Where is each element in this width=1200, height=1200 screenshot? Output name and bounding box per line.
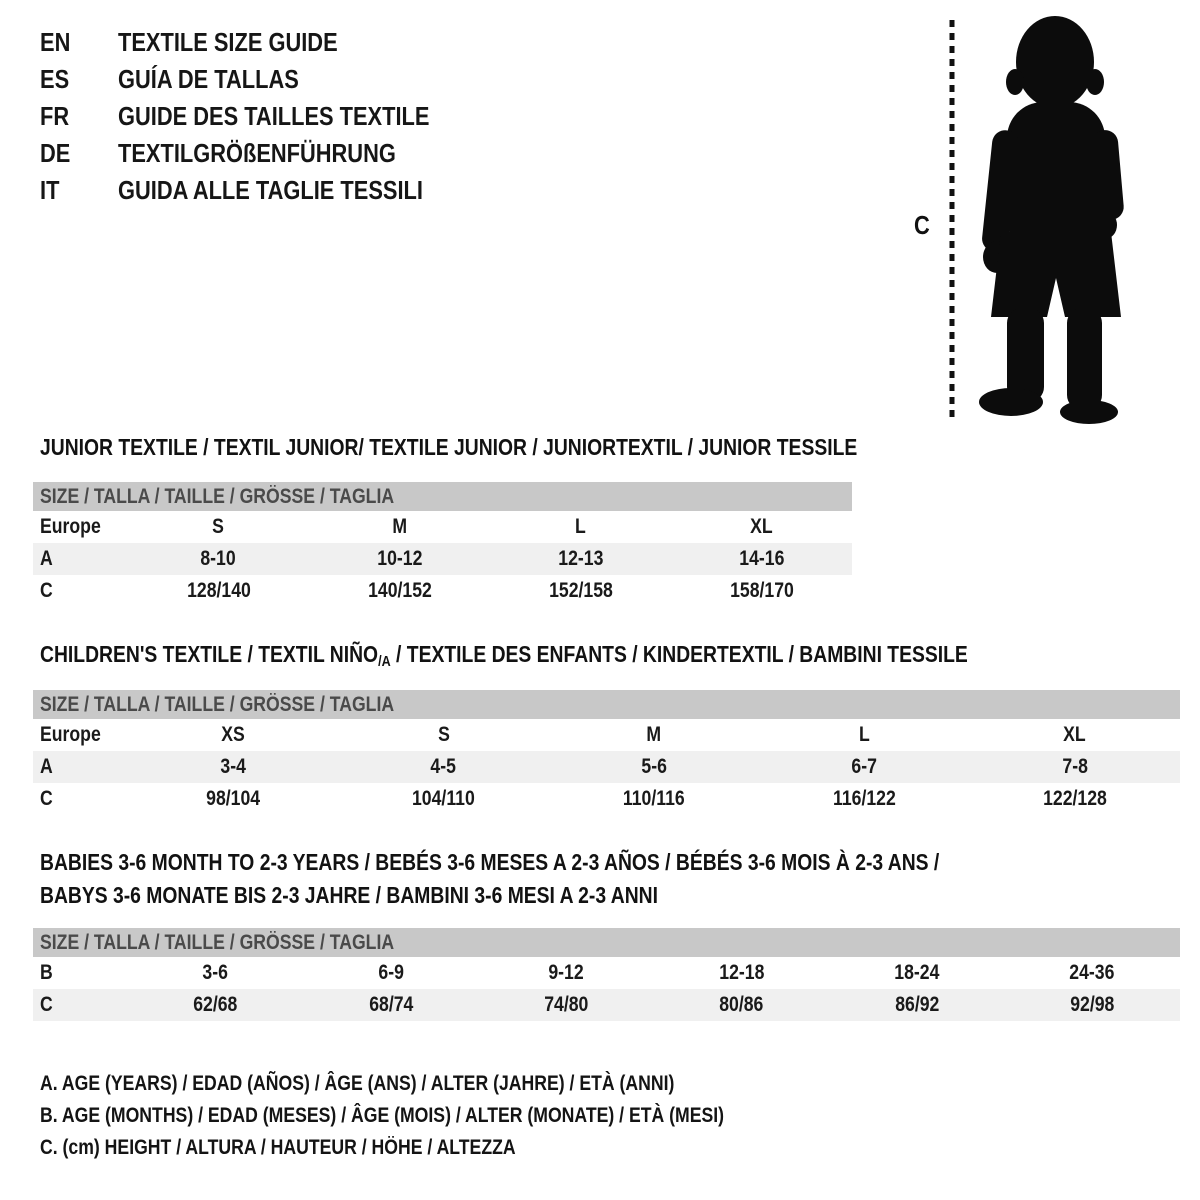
size-cell: 80/86 — [719, 993, 764, 1016]
children-size-table — [33, 690, 1180, 815]
size-cell: 4-5 — [430, 755, 457, 778]
size-cell: M — [646, 723, 662, 746]
size-cell: 12-13 — [557, 547, 604, 570]
language-title: TEXTILGRÖßENFÜHRUNG — [118, 138, 396, 168]
size-cell: 74/80 — [544, 993, 589, 1016]
language-code: IT — [40, 175, 60, 205]
size-notes — [40, 1068, 854, 1164]
babies-section-heading: BABIES 3-6 MONTH TO 2-3 YEARS / BEBÉS 3-6 MESES A 2-3 AÑOS / BÉBÉS 3-6 MOIS À 2-3 ANS / BABYS 3-6 MONATE BIS 2-3 JAHRE / BAMBINI 3-6 MESI A 2-3 ANNI — [40, 849, 940, 908]
size-cell: 140/152 — [367, 579, 432, 602]
baby-silhouette — [979, 16, 1125, 424]
size-cell: 24-36 — [1069, 961, 1115, 984]
language-code: ES — [40, 64, 70, 94]
row-label: A — [40, 547, 53, 570]
size-cell: 14-16 — [738, 547, 785, 570]
size-cell: L — [859, 723, 870, 746]
size-cell: 10-12 — [376, 547, 423, 570]
table-row-height — [33, 575, 852, 607]
row-label: Europe — [40, 515, 101, 538]
size-cell: XL — [750, 515, 773, 538]
size-cell: 98/104 — [206, 787, 261, 810]
language-title: GUIDE DES TAILLES TEXTILE — [118, 101, 430, 131]
children-section-heading: CHILDREN'S TEXTILE / TEXTIL $NIÑO_{/A}$ / TEXTILE DES ENFANTS / KINDERTEXTIL / BAMBINI TESSILE — [40, 641, 968, 670]
baby-silhouette-figure — [940, 12, 1145, 424]
size-cell: 3-6 — [202, 961, 229, 984]
size-cell: L — [575, 515, 586, 538]
language-row-es — [40, 61, 489, 98]
size-cell: XL — [1063, 723, 1087, 746]
language-row-fr — [40, 98, 489, 135]
language-code: FR — [40, 101, 70, 131]
language-list — [40, 24, 489, 209]
size-cell: S — [437, 723, 450, 746]
size-header-band: SIZE / TALLA / TAILLE / GRÖSSE / TAGLIA — [33, 690, 1180, 719]
babies-size-table — [33, 928, 1180, 1021]
language-title: GUÍA DE TALLAS — [118, 64, 299, 94]
size-cell: 6-7 — [851, 755, 878, 778]
language-code: EN — [40, 27, 71, 57]
row-label: Europe — [40, 723, 101, 746]
table-row-europe — [33, 511, 852, 543]
figure-height-label: C — [914, 210, 930, 240]
junior-size-table — [33, 482, 852, 607]
size-cell: 6-9 — [378, 961, 404, 984]
size-cell: 152/158 — [548, 579, 613, 602]
size-cell: M — [392, 515, 407, 538]
size-cell: 158/170 — [729, 579, 794, 602]
size-cell: S — [212, 515, 225, 538]
nino-a-subscript: /A — [378, 653, 391, 670]
size-cell: 3-4 — [220, 755, 246, 778]
language-code: DE — [40, 138, 71, 168]
size-cell: 92/98 — [1070, 993, 1115, 1016]
language-row-de — [40, 135, 489, 172]
language-row-it — [40, 172, 489, 209]
size-cell: 128/140 — [186, 579, 251, 602]
row-label: C — [40, 787, 53, 810]
note-age-months: B. AGE (MONTHS) / EDAD (MESES) / ÂGE (MOIS) / ALTER (MONATE) / ETÀ (MESI) — [40, 1104, 725, 1127]
size-cell: 110/116 — [623, 787, 685, 810]
language-title: GUIDA ALLE TAGLIE TESSILI — [118, 175, 423, 205]
language-row-en — [40, 24, 489, 61]
row-label: C — [40, 993, 53, 1016]
row-label: C — [40, 579, 53, 602]
size-cell: 68/74 — [368, 993, 414, 1016]
size-cell: 116/122 — [833, 787, 896, 810]
size-cell: 9-12 — [548, 961, 584, 984]
size-cell: XS — [221, 723, 245, 746]
size-cell: 62/68 — [193, 993, 238, 1016]
note-age-years: A. AGE (YEARS) / EDAD (AÑOS) / ÂGE (ANS) / ALTER (JAHRE) / ETÀ (ANNI) — [40, 1072, 675, 1095]
language-title: TEXTILE SIZE GUIDE — [118, 27, 338, 57]
table-row-age — [33, 543, 852, 575]
size-cell: 18-24 — [894, 961, 940, 984]
size-cell: 104/110 — [412, 787, 476, 810]
row-label: B — [40, 961, 53, 984]
table-row-europe — [33, 719, 1180, 751]
row-label: A — [40, 755, 53, 778]
size-cell: 12-18 — [719, 961, 765, 984]
size-cell: 86/92 — [894, 993, 940, 1016]
size-header-band: SIZE / TALLA / TAILLE / GRÖSSE / TAGLIA — [33, 928, 1180, 957]
size-header-band: SIZE / TALLA / TAILLE / GRÖSSE / TAGLIA — [33, 482, 852, 511]
size-cell: 7-8 — [1062, 755, 1088, 778]
size-cell: 8-10 — [200, 547, 237, 570]
table-row-height — [33, 989, 1180, 1021]
table-row-months — [33, 957, 1180, 989]
table-row-height — [33, 783, 1180, 815]
note-height-cm: C. (cm) HEIGHT / ALTURA / HAUTEUR / HÖHE / ALTEZZA — [40, 1136, 516, 1159]
size-cell: 5-6 — [641, 755, 667, 778]
table-row-age — [33, 751, 1180, 783]
junior-section-heading: JUNIOR TEXTILE / TEXTIL JUNIOR/ TEXTILE JUNIOR / JUNIORTEXTIL / JUNIOR TESSILE — [40, 434, 858, 460]
size-cell: 122/128 — [1042, 787, 1107, 810]
